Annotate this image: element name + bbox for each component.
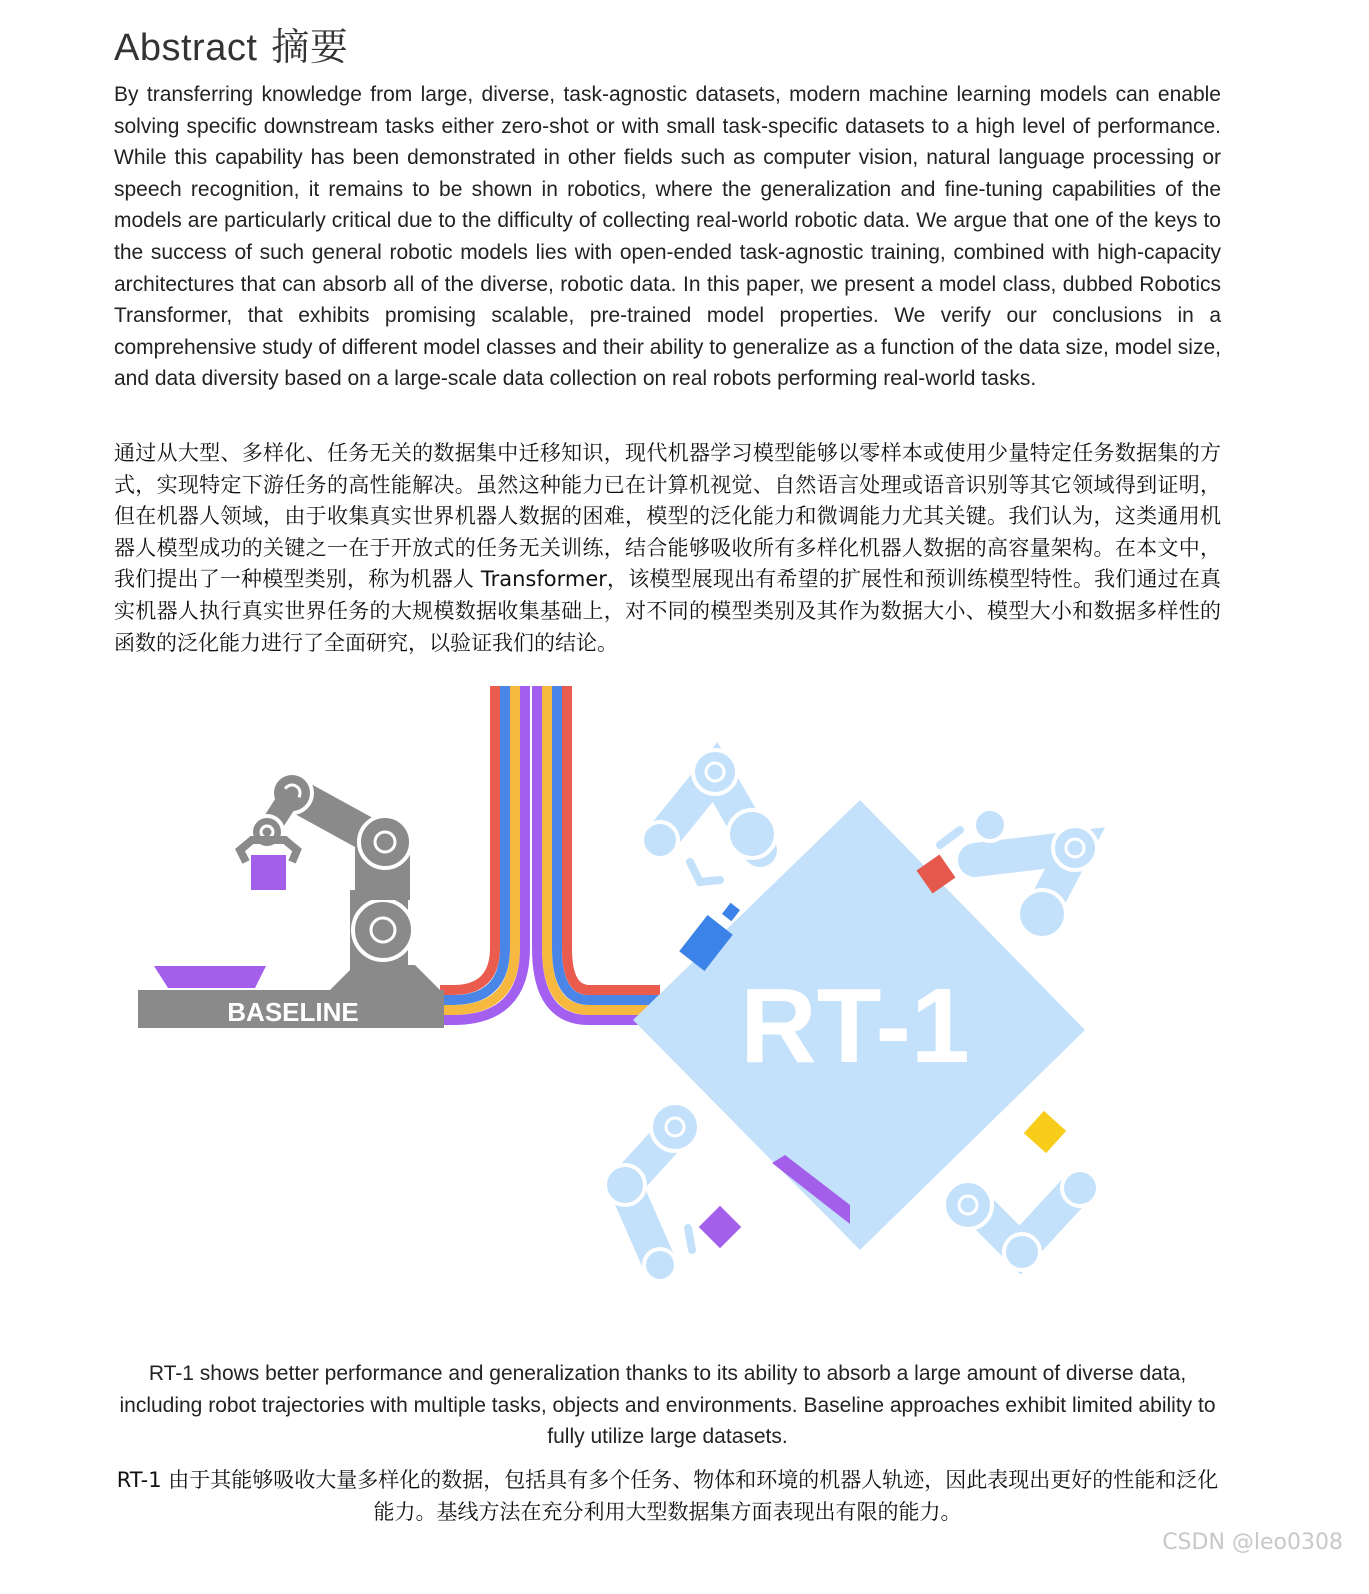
figure-caption-en: RT-1 shows better performance and generalization thanks to its ability to absorb a large amount of diverse data, including robot trajectories with multiple tasks, objects and environments. Baseline approaches exhibit limited ability to fully utilize large datasets. bbox=[119, 1362, 1216, 1448]
rt1-label: RT-1 bbox=[740, 967, 970, 1085]
rt1-purple-cube bbox=[699, 1206, 741, 1248]
stripe-red-left bbox=[440, 686, 495, 990]
data-stripes bbox=[440, 686, 660, 1020]
rt1-yellow-cube bbox=[1024, 1111, 1066, 1153]
baseline-robot-elbow bbox=[359, 816, 411, 868]
abstract-body-zh: 通过从大型、多样化、任务无关的数据集中迁移知识，现代机器学习模型能够以零样本或使用少量特定任务数据集的方式，实现特定下游任务的高性能解决。虽然这种能力已在计算机视觉、自然语言处理或语音识别等其它领域得到证明，但在机器人领域，由于收集真实世界机器人数据的困难，模型的泛化能力和微调能力尤其关键。我们认为，这类通用机器人模型成功的关键之一在于开放式的任务无关训练，结合能够吸收所有多样化机器人数据的高容量架构。在本文中，我们提出了一种模型类别，称为机器人 Transformer，该模型展现出有希望的扩展性和预训练模型特性。我们通过在真实机器人执行真实世界任务的大规模数据收集基础上，对不同的模型类别及其作为数据大小、模型大小和数据多样性的函数的泛化能力进行了全面研究，以验证我们的结论。 bbox=[114, 441, 1221, 655]
abstract-heading-en: Abstract bbox=[114, 27, 258, 69]
abstract-body-en: By transferring knowledge from large, diverse, task-agnostic datasets, modern machine learning models can enable solving specific downstream tasks either zero-shot or with small task-specific datasets to a high level of performance. While this capability has been demonstrated in other fields such as computer vision, natural language processing or speech recognition, it remains to be shown in robotics, where the generalization and fine-tuning capabilities of the models are particularly critical due to the difficulty of collecting real-world robotic data. We argue that one of the keys to the success of such general robotic models lies with open-ended task-agnostic training, combined with high-capacity architectures that can absorb all of the diverse, robotic data. In this paper, we present a model class, dubbed Robotics Transformer, that exhibits promising scalable, pre-trained model properties. We verify our conclusions in a comprehensive study of different model classes and their ability to generalize as a function of the data size, model size, and data diversity based on a large-scale data collection on real robots performing real-world tasks. bbox=[114, 83, 1221, 391]
rt1-vs-baseline-figure bbox=[114, 680, 1221, 1300]
figure-illustration bbox=[114, 680, 1221, 1300]
abstract-heading-zh: 摘要 bbox=[271, 25, 349, 69]
baseline-robot-joint bbox=[353, 900, 413, 960]
abstract-heading bbox=[114, 16, 348, 71]
baseline-bowl bbox=[154, 966, 266, 988]
csdn-watermark: CSDN @leo0308 bbox=[1162, 1530, 1343, 1555]
baseline-label: BASELINE bbox=[227, 997, 359, 1027]
baseline-cube bbox=[251, 855, 286, 890]
baseline-robot bbox=[240, 773, 440, 990]
figure-caption-zh: RT-1 由于其能够吸收大量多样化的数据，包括具有多个任务、物体和环境的机器人轨迹，因此表现出更好的性能和泛化能力。基线方法在充分利用大型数据集方面表现出有限的能力。 bbox=[116, 1468, 1219, 1524]
